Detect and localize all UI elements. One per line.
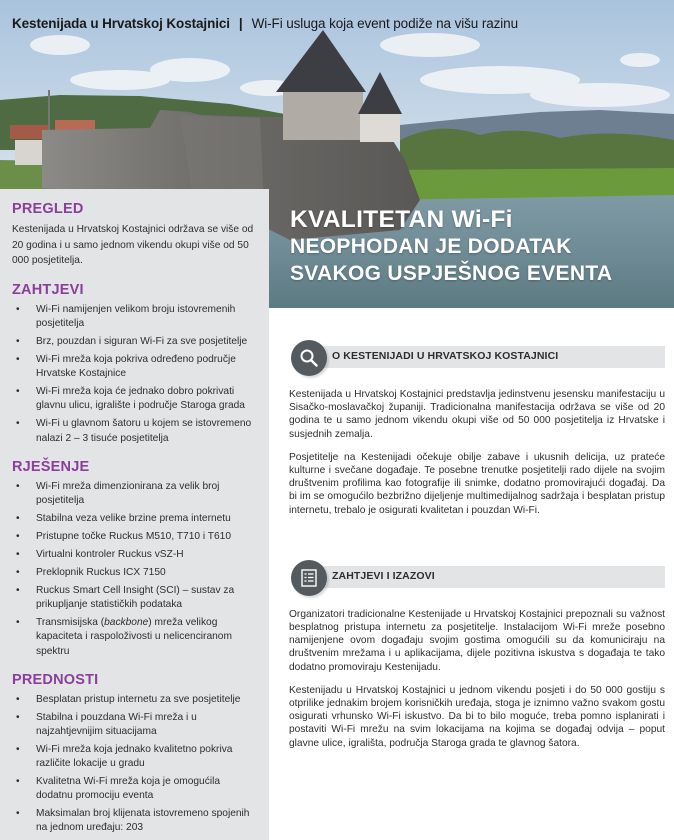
bullet: • [16, 530, 20, 542]
list-item [12, 616, 257, 658]
document-header [12, 16, 518, 31]
hero-headline [290, 206, 612, 287]
list-item [12, 711, 257, 739]
list-item [12, 566, 257, 580]
bullet: • [16, 354, 20, 366]
list-item [12, 335, 257, 349]
bullet: • [16, 808, 20, 820]
paragraph: Kestenijadu u Hrvatskoj Kostajnici u jednom vikendu posjeti i do 50 000 gostiju s otprilike jednakim brojem korisničkih uređaja, stoga je iznimno važno svakom gostu osigurati vrhunsko Wi-Fi iskustvo. Da bi to bilo moguće, treba pomno isplanirati i postaviti Wi-Fi mrežu na svim lokacijama na kojima se događaj odvija – poput glavne ulice, igrališta, područja Staroga grada te glavnog šatora. [289, 684, 665, 749]
heading-pregled: PREGLED [12, 201, 84, 217]
pregled-text: Kestenijada u Hrvatskoj Kostajnici održava se više od 20 godina i u samo jednom vikendu okupi više od 50 000 posjetitelja. [12, 224, 254, 267]
paragraph: Organizatori tradicionalne Kestenijade u Hrvatskoj Kostajnici prepoznali su važnost besplatnog pristupa internetu za posjetitelje. Instalacijom Wi-Fi mreže posebno namijenjene ovom događaju svojim gostima omogućili su da komuniciraju na društvenim mrežama i u aplikacijama, dijele pozitivna iskustva s događaja te tako dodatno promoviraju Kestenijadu. [289, 608, 665, 673]
paragraph: Posjetitelje na Kestenijadi očekuje obilje zabave i ukusnih delicija, uz prateće kulturne i svečane događaje. Te posebne trenutke posjetitelji rado dijele na svojim društvenim profilima kao fotografije ili snimke, dodatno promovirajući događaj. Da bi im se omogućilo bezbrižno dijeljenje multimedijalnog sadržaja i besplatan pristup internetu, trebalo je osigurati kvalitetan i pouzdan Wi-Fi. [289, 451, 665, 516]
zahtjevi-list [12, 303, 257, 446]
list-item [12, 807, 257, 835]
bullet: • [16, 711, 20, 723]
bullet: • [16, 335, 20, 347]
hero-line-1: KVALITETAN Wi-Fi [290, 206, 513, 233]
list-item [12, 512, 257, 526]
list-item-italic: backbone [104, 617, 149, 629]
list-item-text: Transmisijska ( [36, 617, 105, 629]
heading-zahtjevi: ZAHTJEVI [12, 281, 84, 298]
paragraph: Kestenijada u Hrvatskoj Kostajnici predstavlja jedinstvenu jesensku manifestaciju u Sisačko-moslavačkoj županiji. Tradicionalna manifestacija održava se više od 20 godina te u samo jednom vikendu okupi više od 50 000 posjetitelja iz Hrvatske i susjednih zemalja. [289, 389, 665, 440]
list-item-text: Wi-Fi mreža koja će jednako dobro pokrivati glavnu ulicu, igralište i područje Staroga grada [36, 386, 245, 412]
list-item-text: ) mreža velikog kapaciteta i raspoloživosti u nelicenciranom spektru [36, 617, 232, 657]
hero-line-3: SVAKOG USPJEŠNOG EVENTA [290, 262, 613, 285]
heading-rjesenje: RJEŠENJE [12, 458, 90, 475]
bullet: • [16, 567, 20, 579]
bullet: • [16, 776, 20, 788]
list-item [12, 775, 257, 803]
bullet: • [16, 617, 20, 629]
list-item [12, 353, 257, 381]
header-title: Kestenijada u Hrvatskoj Kostajnici [12, 16, 230, 31]
section-header-about [289, 340, 665, 374]
section-title: O KESTENIJADI U HRVATSKOJ KOSTAJNICI [332, 350, 559, 362]
list-item [12, 385, 257, 413]
list-item-text: Wi-Fi namijenjen velikom broju istovremenih posjetitelja [36, 303, 236, 329]
list-item-text: Stabilna i pouzdana Wi-Fi mreža i u najzahtjevnijim situacijama [36, 711, 197, 737]
rjesenje-list [12, 480, 257, 659]
bullet: • [16, 418, 20, 430]
list-item [12, 480, 257, 508]
prednosti-list [12, 693, 257, 836]
list-item-text: Besplatan pristup internetu za sve posjetitelje [36, 693, 241, 705]
list-item [12, 743, 257, 771]
list-item-text: Maksimalan broj klijenata istovremeno spojenih na jednom uređaju: 203 [36, 808, 250, 834]
list-item [12, 417, 257, 445]
section-header-requirements [289, 560, 665, 594]
list-item-text: Wi-Fi mreža dimenzionirana za velik broj posjetitelja [36, 480, 220, 506]
bullet: • [16, 480, 20, 492]
list-item-text: Brz, pouzdan i siguran Wi-Fi za sve posjetitelje [36, 335, 248, 347]
bullet: • [16, 693, 20, 705]
hero-line-2: NEOPHODAN JE DODATAK [290, 235, 572, 258]
list-item [12, 584, 257, 612]
bullet: • [16, 743, 20, 755]
bullet: • [16, 549, 20, 560]
summary-sidebar [0, 189, 269, 840]
header-subtitle: Wi-Fi usluga koja event podiže na višu razinu [251, 16, 518, 31]
bullet: • [16, 512, 20, 524]
list-item-text: Ruckus Smart Cell Insight (SCI) – sustav za prikupljanje statističkih podataka [36, 585, 235, 611]
list-item [12, 693, 257, 707]
list-item-text: Kvalitetna Wi-Fi mreža koja je omogućila dodatnu promociju eventa [36, 776, 221, 802]
list-item-text: Wi-Fi mreža koja jednako kvalitetno pokriva različite lokacije u gradu [36, 743, 233, 770]
header-separator: | [238, 16, 243, 31]
list-item-text: Pristupne točke Ruckus M510, T710 i T610 [36, 530, 231, 542]
bullet: • [16, 585, 20, 597]
bullet: • [16, 386, 20, 398]
list-item-text: Preklopnik Ruckus ICX 7150 [36, 567, 166, 579]
search-icon [291, 340, 327, 376]
list-item [12, 548, 257, 562]
list-item-text: Stabilna veza velike brzine prema internetu [36, 512, 231, 524]
section-title: ZAHTJEVI I IZAZOVI [332, 569, 435, 582]
heading-prednosti: PREDNOSTI [12, 671, 99, 688]
list-item-text: Wi-Fi u glavnom šatoru u kojem se istovremeno nalazi 2 – 3 tisuće posjetitelja [36, 418, 252, 444]
main-content [289, 340, 665, 760]
checklist-icon [291, 560, 327, 596]
bullet: • [16, 303, 20, 315]
list-item-text: Virtualni kontroler Ruckus vSZ-H [36, 549, 184, 560]
list-item [12, 303, 257, 331]
list-item-text: Wi-Fi mreža koja pokriva određeno područje Hrvatske Kostajnice [36, 354, 236, 380]
list-item [12, 530, 257, 544]
